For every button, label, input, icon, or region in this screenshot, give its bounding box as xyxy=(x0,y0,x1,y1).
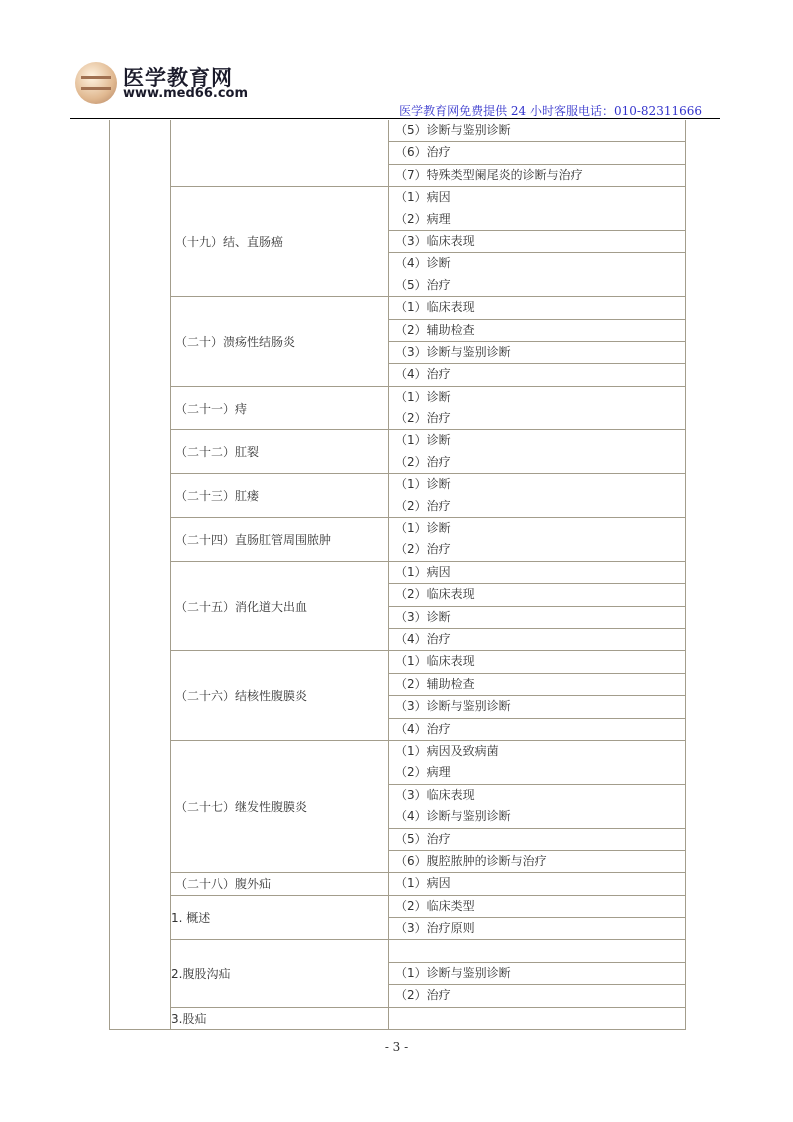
subtopic-item: （5）诊断与鉴别诊断 xyxy=(395,123,511,137)
table-row-group xyxy=(170,296,686,386)
subtopic-item: （1）病因 xyxy=(395,564,451,579)
table-row-group xyxy=(170,473,686,517)
subtopic-item: （2）临床类型 xyxy=(395,898,475,913)
subtopic-cell xyxy=(389,896,685,917)
subtopic-list xyxy=(389,297,686,386)
subtopic-item: （1）诊断 xyxy=(395,477,451,492)
table-row-group xyxy=(170,740,686,872)
table-row-group xyxy=(170,561,686,651)
subtopic-item: （3）临床表现 xyxy=(395,787,475,802)
subtopic-list xyxy=(389,120,686,186)
table-row-group xyxy=(170,517,686,561)
subtopic-cell xyxy=(389,940,685,961)
subtopic-item: （3）诊断与鉴别诊断 xyxy=(395,699,511,714)
subtopic-item: （2）治疗 xyxy=(395,542,451,557)
subtopic-cell xyxy=(389,651,685,672)
subtopic-item: （2）临床表现 xyxy=(395,587,475,602)
subtopic-list xyxy=(389,387,686,430)
subtopic-cell xyxy=(389,363,685,385)
subtopic-cell xyxy=(389,252,685,296)
subtopic-item: （7）特殊类型阑尾炎的诊断与治疗 xyxy=(395,167,583,182)
subtopic-item: （1）临床表现 xyxy=(395,654,475,669)
subtopic-item: （3）临床表现 xyxy=(395,233,475,248)
subtopic-list xyxy=(389,430,686,473)
table-row-group xyxy=(170,939,686,1006)
subtopic-item: （2）病理 xyxy=(395,211,451,226)
subtopic-cell xyxy=(389,387,685,430)
subtopic-item: （4）诊断 xyxy=(395,256,451,271)
subtopic-cell xyxy=(389,828,685,850)
subtopic-item: （1）病因 xyxy=(395,190,451,205)
subtopic-cell xyxy=(389,873,685,894)
subtopic-item xyxy=(395,1008,685,1029)
subtopic-item: （2）病理 xyxy=(395,765,451,780)
subtopic-list xyxy=(389,896,686,940)
subtopic-item: （1）诊断 xyxy=(395,433,451,448)
subtopic-cell xyxy=(389,784,685,828)
subtopic-item: （4）诊断与鉴别诊断 xyxy=(395,809,511,824)
table-row-group xyxy=(170,120,686,186)
subtopic-cell xyxy=(389,917,685,939)
subtopic-cell xyxy=(389,474,685,517)
table-rows xyxy=(170,120,686,1029)
table-row-group xyxy=(170,650,686,740)
subtopic-item xyxy=(395,940,685,961)
subtopic-cell xyxy=(389,518,685,561)
subtopic-cell xyxy=(389,718,685,740)
subtopic-cell xyxy=(389,628,685,650)
table-row-group xyxy=(170,1007,686,1029)
subtopic-cell xyxy=(389,673,685,695)
logo-url: www.med66.com xyxy=(123,86,249,101)
topic-label: （二十）溃疡性结肠炎 xyxy=(170,297,389,386)
subtopic-item: （2）治疗 xyxy=(395,411,451,426)
subtopic-cell xyxy=(389,341,685,363)
subtopic-list xyxy=(389,873,686,894)
subtopic-item: （1）临床表现 xyxy=(395,300,475,315)
table-row-group xyxy=(170,386,686,430)
table-row-group xyxy=(170,895,686,940)
subtopic-item: （6）治疗 xyxy=(395,145,451,160)
subtopic-cell xyxy=(389,297,685,318)
subtopic-item: （4）治疗 xyxy=(395,721,451,736)
subtopic-item: （5）治疗 xyxy=(395,831,451,846)
subtopic-item: （2）辅助检查 xyxy=(395,676,475,691)
subtopic-item: （3）诊断与鉴别诊断 xyxy=(395,344,511,359)
subtopic-cell xyxy=(389,319,685,341)
topic-label xyxy=(170,120,389,186)
subtopic-item: （3）诊断 xyxy=(395,609,451,624)
topic-label: （二十八）腹外疝 xyxy=(170,873,389,894)
subtopic-cell xyxy=(389,562,685,583)
logo-chinese-name: 医学教育网 xyxy=(123,66,233,90)
page-number: - 3 - xyxy=(384,1040,409,1054)
topic-label: （二十四）直肠肛管周围脓肿 xyxy=(170,518,389,561)
subtopic-cell xyxy=(389,962,685,984)
subtopic-list xyxy=(389,518,686,561)
subtopic-item: （1）诊断 xyxy=(395,521,451,536)
site-logo xyxy=(75,60,255,106)
header-hotline: 医学教育网免费提供 24 小时客服电话：010-82311666 xyxy=(399,104,702,118)
outer-category-column xyxy=(110,120,170,1029)
table-row-group xyxy=(170,429,686,473)
subtopic-cell xyxy=(389,850,685,872)
subtopic-cell xyxy=(389,1008,685,1029)
subtopic-item: （6）腹腔脓肿的诊断与治疗 xyxy=(395,853,547,868)
topic-label: 2.腹股沟疝 xyxy=(170,940,389,1006)
subtopic-item: （4）治疗 xyxy=(395,367,451,382)
topic-label: （二十七）继发性腹膜炎 xyxy=(170,741,389,872)
subtopic-item: （1）病因及致病菌 xyxy=(395,743,499,758)
subtopic-list xyxy=(389,741,686,872)
topic-label: （二十五）消化道大出血 xyxy=(170,562,389,651)
subtopic-item: （1）病因 xyxy=(395,876,451,891)
syllabus-table xyxy=(109,120,686,1030)
topic-label: （二十一）痔 xyxy=(170,387,389,430)
subtopic-item: （2）治疗 xyxy=(395,498,451,513)
topic-label: 3.股疝 xyxy=(170,1008,389,1029)
subtopic-cell xyxy=(389,430,685,473)
subtopic-list xyxy=(389,1008,686,1029)
table-row-group xyxy=(170,186,686,296)
header-divider xyxy=(70,118,720,119)
subtopic-cell xyxy=(389,120,685,141)
topic-label: （十九）结、直肠癌 xyxy=(170,187,389,296)
subtopic-list xyxy=(389,562,686,651)
subtopic-list xyxy=(389,187,686,296)
subtopic-cell xyxy=(389,164,685,186)
topic-label: （二十二）肛裂 xyxy=(170,430,389,473)
topic-label: （二十三）肛瘘 xyxy=(170,474,389,517)
subtopic-list xyxy=(389,940,686,1006)
subtopic-item: （4）治疗 xyxy=(395,631,451,646)
subtopic-list xyxy=(389,474,686,517)
subtopic-item: （2）治疗 xyxy=(395,988,451,1003)
subtopic-cell xyxy=(389,230,685,252)
subtopic-item: （2）辅助检查 xyxy=(395,322,475,337)
subtopic-item: （5）治疗 xyxy=(395,277,451,292)
subtopic-item: （1）诊断与鉴别诊断 xyxy=(395,965,511,980)
subtopic-item: （3）治疗原则 xyxy=(395,921,475,936)
subtopic-cell xyxy=(389,741,685,784)
subtopic-cell xyxy=(389,187,685,230)
table-row-group xyxy=(170,872,686,894)
subtopic-cell xyxy=(389,141,685,163)
subtopic-item: （1）诊断 xyxy=(395,389,451,404)
subtopic-cell xyxy=(389,984,685,1006)
subtopic-list xyxy=(389,651,686,740)
topic-label: （二十六）结核性腹膜炎 xyxy=(170,651,389,740)
subtopic-cell xyxy=(389,695,685,717)
subtopic-item: （2）治疗 xyxy=(395,454,451,469)
topic-label: 1. 概述 xyxy=(170,896,389,940)
subtopic-cell xyxy=(389,583,685,605)
logo-emblem-icon xyxy=(75,62,117,104)
subtopic-cell xyxy=(389,606,685,628)
